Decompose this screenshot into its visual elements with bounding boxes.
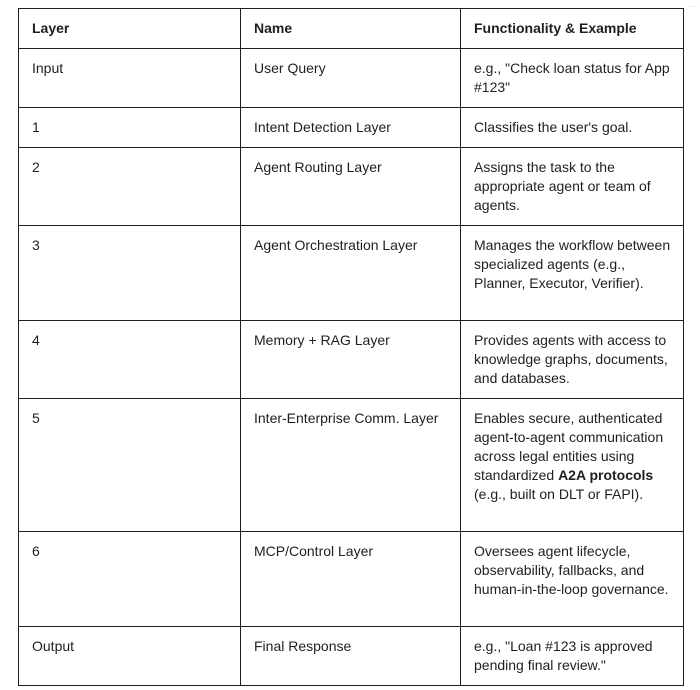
layer-cell: 3 (19, 226, 241, 321)
table-row (19, 148, 684, 226)
functionality-cell: Manages the workflow between specialized agents (e.g., Planner, Executor, Verifier). (461, 226, 684, 321)
name-cell: MCP/Control Layer (241, 532, 461, 627)
functionality-cell: Assigns the task to the appropriate agent or team of agents. (461, 148, 684, 226)
functionality-cell: Provides agents with access to knowledge graphs, documents, and databases. (461, 321, 684, 399)
functionality-cell: Oversees agent lifecycle, observability, fallbacks, and human-in-the-loop governance. (461, 532, 684, 627)
name-cell: Agent Orchestration Layer (241, 226, 461, 321)
name-cell: Final Response (241, 627, 461, 686)
functionality-cell: e.g., "Check loan status for App #123" (461, 49, 684, 108)
layer-cell: 5 (19, 399, 241, 532)
layer-cell: 1 (19, 108, 241, 148)
header-name: Name (241, 9, 461, 49)
table-row (19, 532, 684, 627)
layer-cell: Output (19, 627, 241, 686)
layers-table (18, 8, 684, 686)
header-functionality: Functionality & Example (461, 9, 684, 49)
functionality-cell: e.g., "Loan #123 is approved pending final review." (461, 627, 684, 686)
layer-cell: 4 (19, 321, 241, 399)
name-cell: User Query (241, 49, 461, 108)
layer-cell: 6 (19, 532, 241, 627)
functionality-cell: Classifies the user's goal. (461, 108, 684, 148)
table-row (19, 49, 684, 108)
functionality-text: Enables secure, authenticated agent-to-agent communication across legal entities using standardized (474, 410, 664, 483)
header-layer: Layer (19, 9, 241, 49)
overflow-dots-icon: ... (688, 0, 698, 9)
table-row (19, 226, 684, 321)
name-cell: Agent Routing Layer (241, 148, 461, 226)
layer-cell: Input (19, 49, 241, 108)
functionality-cell (461, 399, 684, 532)
layer-cell: 2 (19, 148, 241, 226)
table-header-row (19, 9, 684, 49)
table-row (19, 627, 684, 686)
name-cell: Intent Detection Layer (241, 108, 461, 148)
table-row (19, 399, 684, 532)
a2a-protocols-text: A2A protocols (558, 467, 654, 483)
name-cell: Inter-Enterprise Comm. Layer (241, 399, 461, 532)
table-row (19, 321, 684, 399)
table-row (19, 108, 684, 148)
name-cell: Memory + RAG Layer (241, 321, 461, 399)
functionality-text-end: (e.g., built on DLT or FAPI). (474, 486, 644, 502)
